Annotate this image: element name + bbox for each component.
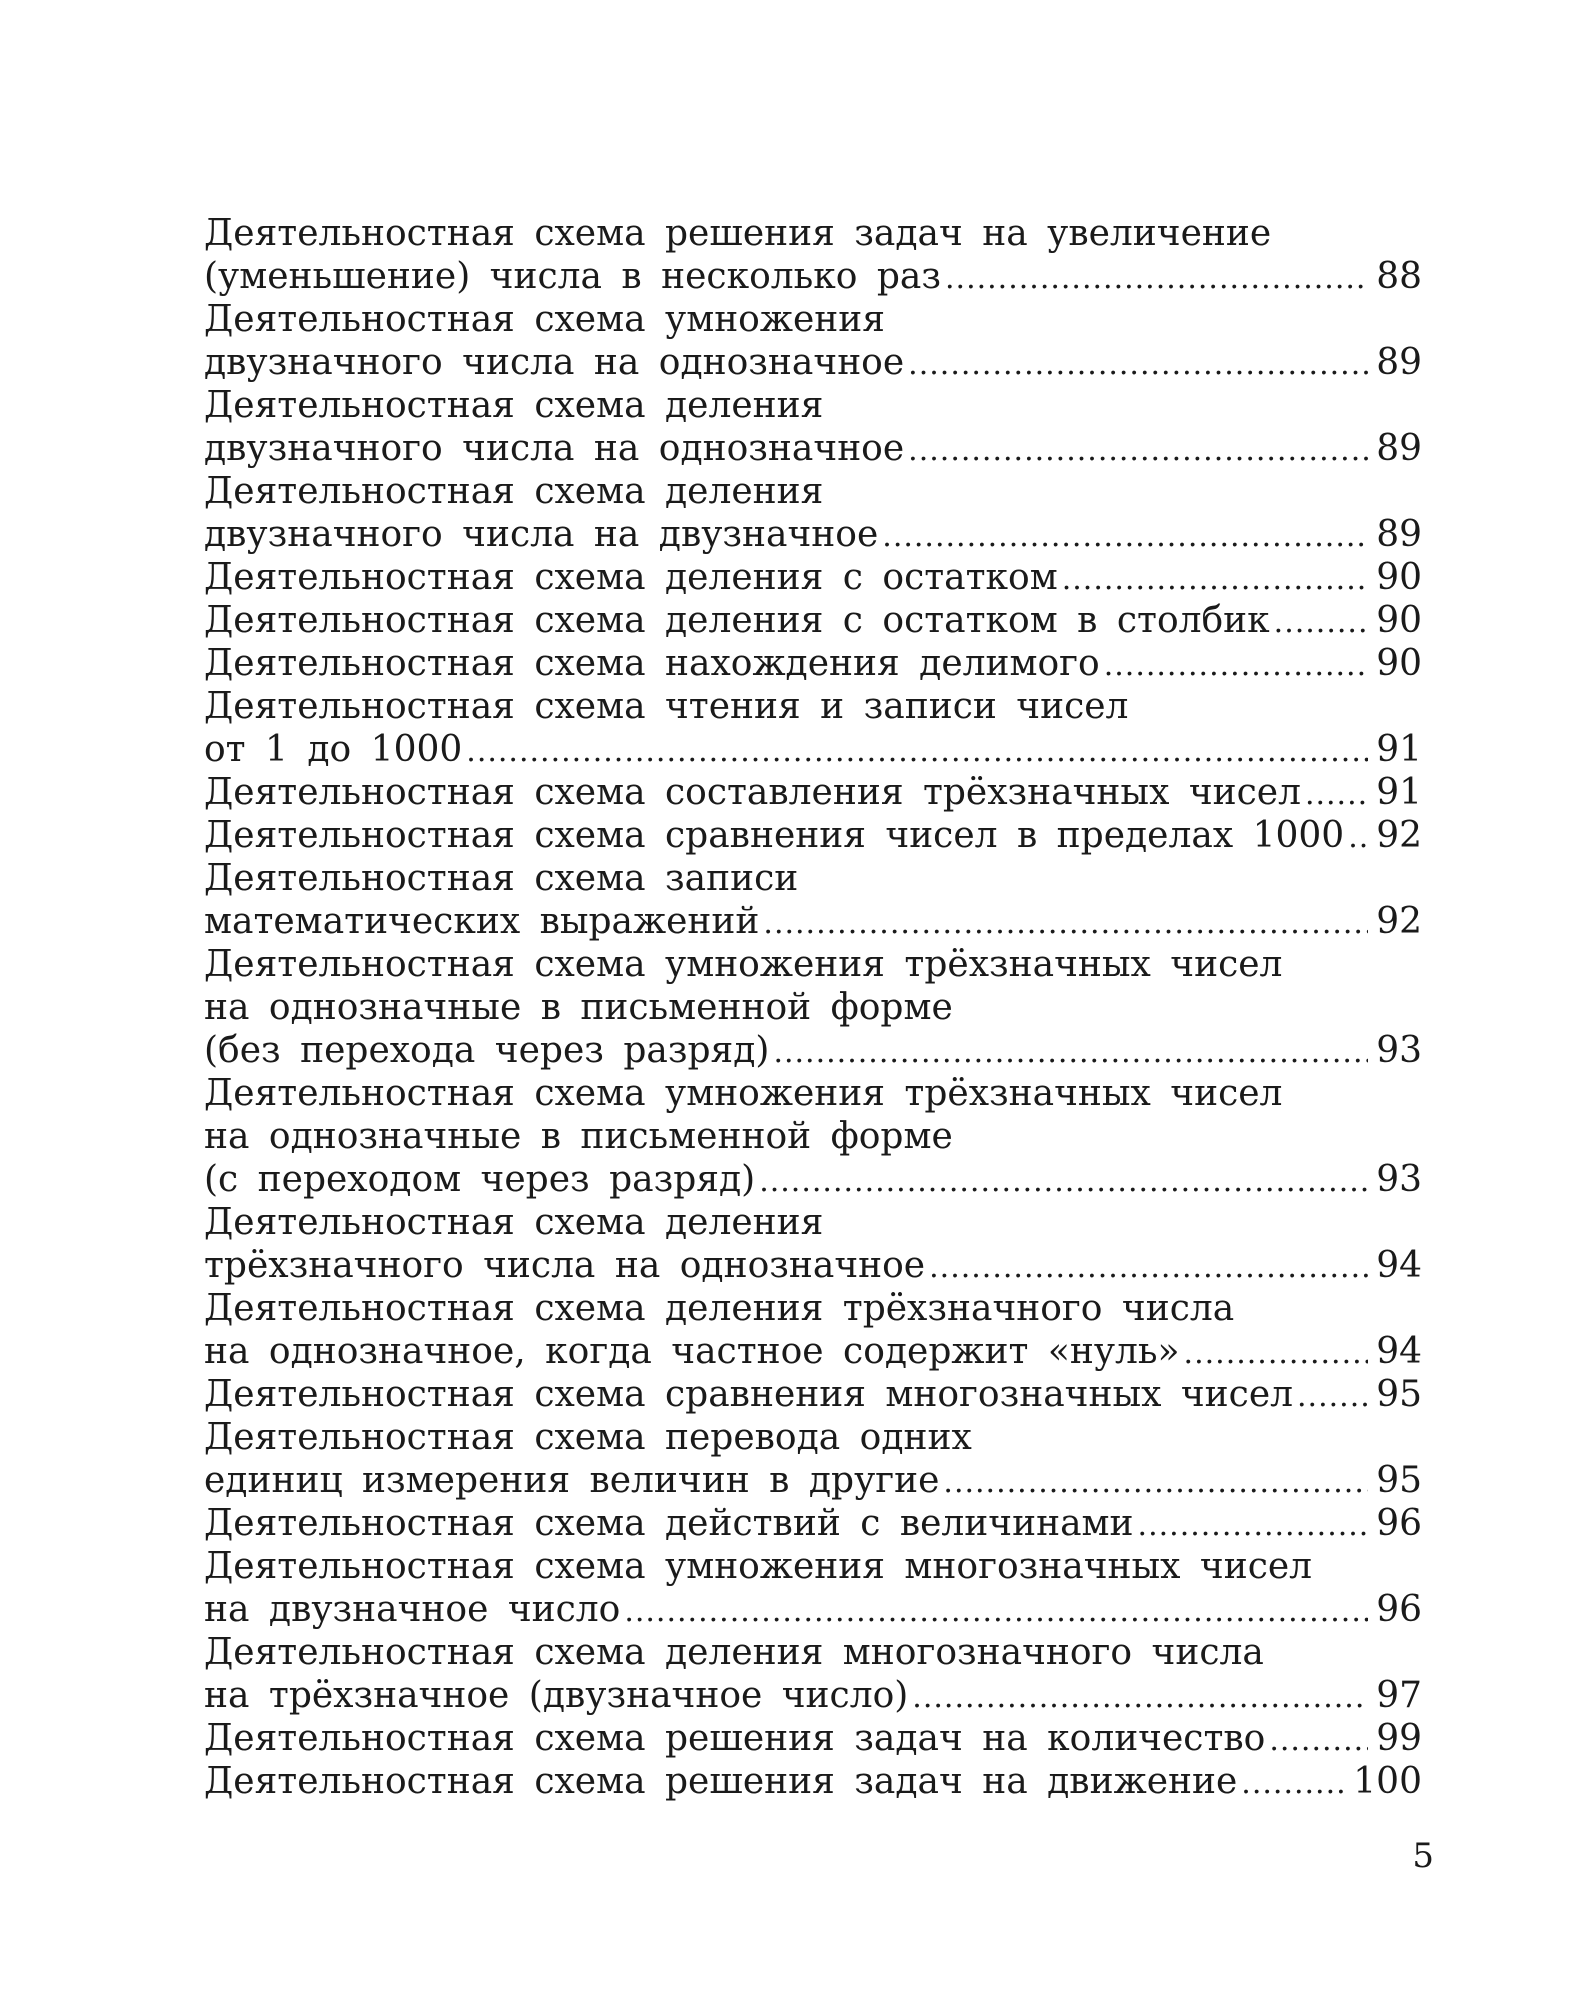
toc-entry-title-line: Деятельностная схема чтения и записи чисел	[204, 686, 1129, 727]
dot-leader	[759, 1160, 1368, 1203]
dot-leader	[1104, 644, 1368, 687]
page-number: 5	[1412, 1836, 1434, 1876]
toc-entry-row	[204, 255, 1422, 298]
table-of-contents	[204, 212, 1422, 1803]
toc-entry-title-line: Деятельностная схема умножения трёхзначных чисел	[204, 944, 1283, 985]
toc-entry	[204, 642, 1422, 685]
dot-leader	[1274, 601, 1368, 644]
dot-leader	[912, 1676, 1368, 1719]
toc-entry-row	[204, 513, 1422, 556]
toc-entry-page: 93	[1376, 1030, 1422, 1071]
toc-entry-page: 95	[1376, 1374, 1422, 1415]
toc-entry-title-line: Деятельностная схема умножения трёхзначных чисел	[204, 1073, 1283, 1114]
toc-entry-title-line: (с переходом через разряд)	[204, 1159, 756, 1200]
toc-entry	[204, 599, 1422, 642]
toc-entry-page: 96	[1376, 1503, 1422, 1544]
toc-entry-title-line: на трёхзначное (двузначное число)	[204, 1675, 909, 1716]
toc-entry	[204, 857, 1422, 943]
toc-entry-title-line: Деятельностная схема умножения	[204, 299, 885, 340]
toc-entry	[204, 1072, 1422, 1201]
toc-entry-row	[204, 1760, 1422, 1803]
dot-leader	[1241, 1762, 1347, 1805]
toc-entry-page: 91	[1376, 729, 1422, 770]
toc-entry-title-line: Деятельностная схема деления трёхзначного числа	[204, 1288, 1235, 1329]
toc-entry	[204, 1545, 1422, 1631]
toc-entry-title-line: Деятельностная схема решения задач на движение	[204, 1761, 1238, 1802]
toc-entry-row	[204, 900, 1422, 943]
toc-entry-title-line: (уменьшение) числа в несколько раз	[204, 256, 941, 297]
dot-leader	[943, 1461, 1368, 1504]
toc-entry-title-line: Деятельностная схема действий с величинами	[204, 1503, 1134, 1544]
toc-entry-row	[204, 1029, 1422, 1072]
toc-entry-title-line: от 1 до 1000	[204, 729, 463, 770]
dot-leader	[466, 730, 1368, 773]
toc-entry-row	[204, 642, 1422, 685]
toc-entry-row	[204, 1158, 1422, 1201]
toc-entry-page: 89	[1376, 342, 1422, 383]
toc-entry-title-line: Деятельностная схема деления	[204, 385, 824, 426]
toc-entry-title-line: на однозначные в письменной форме	[204, 1116, 953, 1157]
toc-entry-row	[204, 771, 1422, 814]
toc-entry-row	[204, 1244, 1422, 1287]
toc-entry-title-line: Деятельностная схема деления многозначного числа	[204, 1632, 1264, 1673]
toc-entry-row	[204, 556, 1422, 599]
toc-entry-title-line: единиц измерения величин в другие	[204, 1460, 940, 1501]
toc-entry-page: 89	[1376, 514, 1422, 555]
toc-entry-row	[204, 814, 1422, 857]
toc-entry-page: 91	[1376, 772, 1422, 813]
toc-entry-row	[204, 599, 1422, 642]
toc-entry-title-line: Деятельностная схема решения задач на количество	[204, 1718, 1266, 1759]
dot-leader	[1138, 1504, 1368, 1547]
toc-entry	[204, 1201, 1422, 1287]
dot-leader	[1305, 773, 1368, 816]
toc-entry-page: 90	[1376, 643, 1422, 684]
dot-leader	[908, 429, 1368, 472]
toc-entry-row	[204, 1330, 1422, 1373]
toc-entry-page: 96	[1376, 1589, 1422, 1630]
toc-entry	[204, 1373, 1422, 1416]
toc-entry-title-line: Деятельностная схема деления	[204, 471, 824, 512]
toc-entry-row	[204, 1588, 1422, 1631]
toc-entry-title-line: двузначного числа на двузначное	[204, 514, 879, 555]
toc-entry-title-line: Деятельностная схема деления с остатком в столбик	[204, 600, 1270, 641]
dot-leader	[1269, 1719, 1368, 1762]
toc-entry-page: 89	[1376, 428, 1422, 469]
toc-entry	[204, 556, 1422, 599]
toc-entry	[204, 1717, 1422, 1760]
dot-leader	[882, 515, 1368, 558]
dot-leader	[1348, 816, 1368, 859]
toc-entry-page: 97	[1376, 1675, 1422, 1716]
toc-entry-row	[204, 1502, 1422, 1545]
dot-leader	[773, 1031, 1368, 1074]
toc-entry	[204, 1502, 1422, 1545]
toc-entry-page: 92	[1376, 901, 1422, 942]
toc-entry-title-line: Деятельностная схема составления трёхзначных чисел	[204, 772, 1301, 813]
dot-leader	[1062, 558, 1368, 601]
toc-entry-row	[204, 427, 1422, 470]
toc-entry-title-line: Деятельностная схема деления с остатком	[204, 557, 1058, 598]
toc-entry-page: 90	[1376, 557, 1422, 598]
toc-entry	[204, 771, 1422, 814]
dot-leader	[908, 343, 1368, 386]
toc-entry-row	[204, 341, 1422, 384]
toc-entry-title-line: двузначного числа на однозначное	[204, 342, 905, 383]
dot-leader	[929, 1246, 1368, 1289]
toc-entry-page: 94	[1376, 1245, 1422, 1286]
toc-entry-title-line: математических выражений	[204, 901, 760, 942]
toc-entry-title-line: Деятельностная схема перевода одних	[204, 1417, 972, 1458]
toc-entry-title-line: на однозначные в письменной форме	[204, 987, 953, 1028]
toc-entry-page: 88	[1376, 256, 1422, 297]
toc-entry	[204, 1631, 1422, 1717]
toc-entry-title-line: Деятельностная схема сравнения чисел в пределах 1000	[204, 815, 1345, 856]
toc-entry	[204, 685, 1422, 771]
toc-entry	[204, 298, 1422, 384]
toc-entry-page: 93	[1376, 1159, 1422, 1200]
dot-leader	[1184, 1332, 1368, 1375]
toc-entry-title-line: Деятельностная схема сравнения многозначных чисел	[204, 1374, 1294, 1415]
toc-entry	[204, 1287, 1422, 1373]
toc-entry-row	[204, 1717, 1422, 1760]
toc-entry	[204, 470, 1422, 556]
toc-entry-title-line: Деятельностная схема деления	[204, 1202, 824, 1243]
toc-entry-title-line: Деятельностная схема записи	[204, 858, 799, 899]
toc-entry-title-line: Деятельностная схема нахождения делимого	[204, 643, 1100, 684]
toc-entry-page: 92	[1376, 815, 1422, 856]
toc-entry-row	[204, 1459, 1422, 1502]
toc-entry-row	[204, 1373, 1422, 1416]
toc-entry-page: 90	[1376, 600, 1422, 641]
toc-entry-page: 94	[1376, 1331, 1422, 1372]
toc-entry-title-line: Деятельностная схема решения задач на увеличение	[204, 213, 1272, 254]
dot-leader	[945, 257, 1368, 300]
dot-leader	[624, 1590, 1368, 1633]
toc-entry-page: 95	[1376, 1460, 1422, 1501]
toc-entry	[204, 814, 1422, 857]
dot-leader	[1297, 1375, 1368, 1418]
toc-entry-row	[204, 1674, 1422, 1717]
toc-entry	[204, 1416, 1422, 1502]
toc-entry	[204, 384, 1422, 470]
toc-entry-title-line: на двузначное число	[204, 1589, 621, 1630]
toc-entry-title-line: трёхзначного числа на однозначное	[204, 1245, 926, 1286]
toc-entry-title-line: Деятельностная схема умножения многозначных чисел	[204, 1546, 1313, 1587]
toc-entry-title-line: на однозначное, когда частное содержит «нуль»	[204, 1331, 1180, 1372]
toc-entry	[204, 1760, 1422, 1803]
toc-entry-row	[204, 728, 1422, 771]
toc-entry-title-line: (без перехода через разряд)	[204, 1030, 770, 1071]
toc-entry-page: 100	[1353, 1761, 1422, 1802]
toc-entry-title-line: двузначного числа на однозначное	[204, 428, 905, 469]
dot-leader	[763, 902, 1368, 945]
toc-entry	[204, 943, 1422, 1072]
toc-entry	[204, 212, 1422, 298]
toc-entry-page: 99	[1376, 1718, 1422, 1759]
